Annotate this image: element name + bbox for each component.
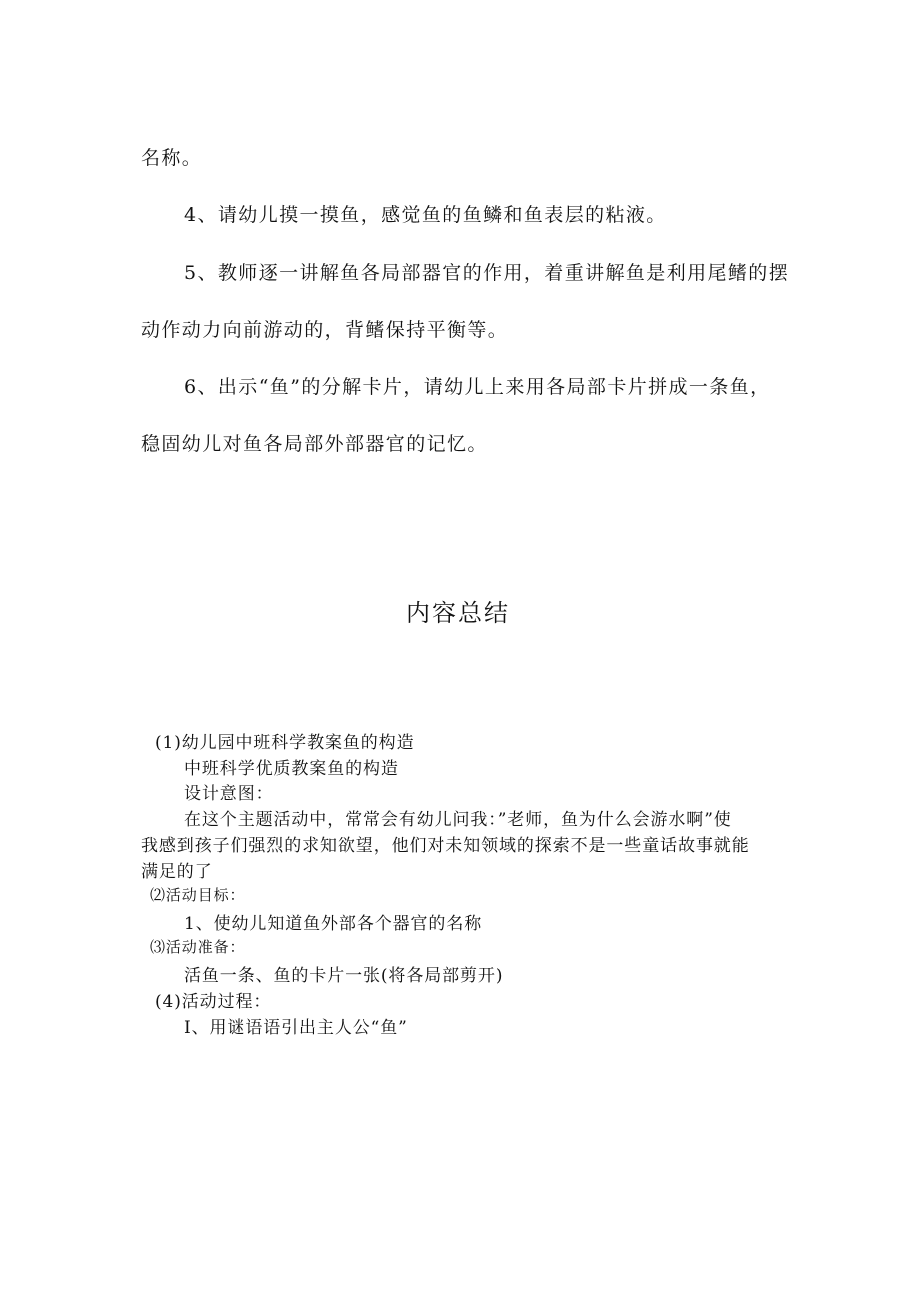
summary-line-5: 我感到孩子们强烈的求知欲望，他们对未知领域的探索不是一些童话故事就能 (141, 836, 750, 856)
body-line-3: 5、教师逐一讲解鱼各局部器官的作用，着重讲解鱼是利用尾鳍的摆 (184, 262, 790, 284)
body-line-4: 动作动力向前游动的，背鳍保持平衡等。 (141, 319, 509, 341)
body-line-2: 4、请幼儿摸一摸鱼，感觉鱼的鱼鳞和鱼表层的粘液。 (184, 204, 667, 226)
summary-line-1: (1)幼儿园中班科学教案鱼的构造 (155, 733, 415, 753)
summary-line-4: 在这个主题活动中，常常会有幼儿问我：”老师，鱼为什么会游水啊”使 (184, 810, 732, 830)
summary-line-8: 1、使幼儿知道鱼外部各个器官的名称 (184, 914, 483, 934)
summary-line-10: 活鱼一条、鱼的卡片一张(将各局部剪开) (184, 966, 504, 986)
body-line-6: 稳固幼儿对鱼各局部外部器官的记忆。 (141, 433, 488, 455)
summary-line-9: ⑶活动准备： (150, 938, 246, 956)
summary-title: 内容总结 (406, 599, 510, 627)
summary-line-3: 设计意图： (184, 784, 274, 804)
body-line-1: 名称。 (141, 147, 203, 169)
summary-line-6: 满足的了 (141, 862, 213, 882)
summary-line-7: ⑵活动目标： (150, 886, 246, 904)
summary-line-11: (4)活动过程： (155, 992, 272, 1012)
summary-line-12: I、用谜语语引出主人公“鱼” (184, 1018, 408, 1038)
body-line-5: 6、出示“鱼”的分解卡片，请幼儿上来用各局部卡片拼成一条鱼， (184, 376, 771, 398)
summary-line-2: 中班科学优质教案鱼的构造 (184, 759, 399, 779)
